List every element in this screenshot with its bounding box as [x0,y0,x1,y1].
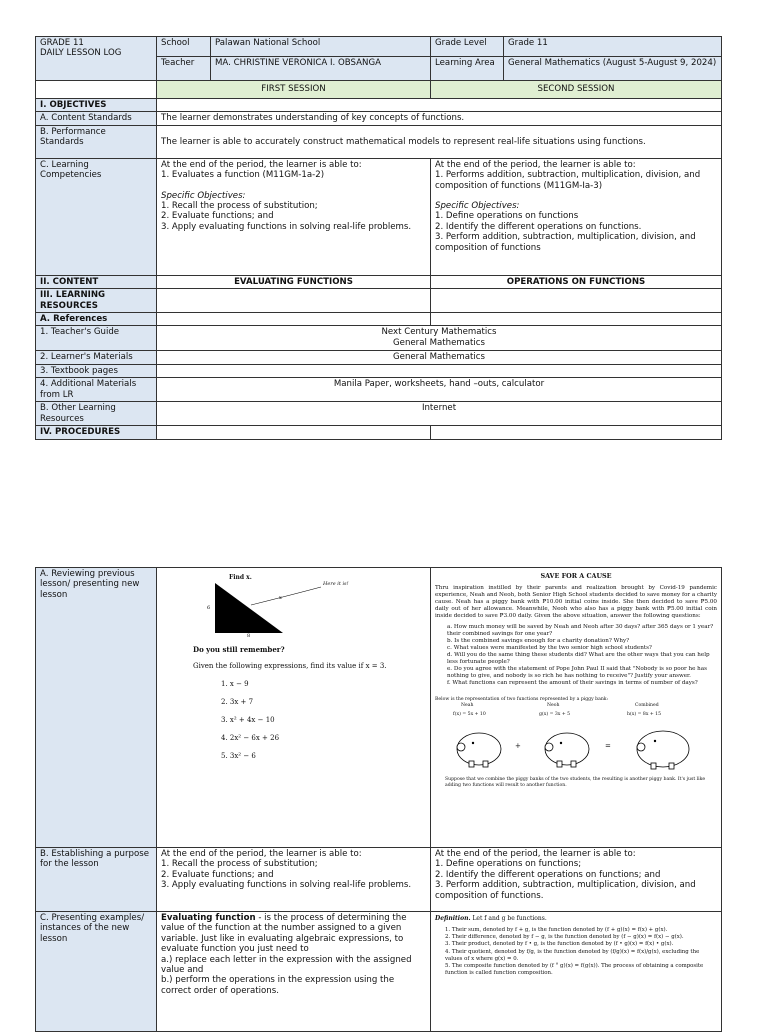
piggy-figure [435,703,717,777]
operation-composition: 5. The composite function denoted by (f ° g)(x) = f(g(x)). The process of obtaining a composite function is called function composition. [445,963,704,977]
resources-label: III. LEARNING RESOURCES [36,289,157,313]
expression-2: 2. 3x + 7 [221,697,254,706]
operation-quotient: 4. Their quotient, denoted by f/g, is the function denoted by (f/g)(x) = f(x)/g(x), excluding the values of x where g(x) = 0. [445,948,700,962]
tg-line-1: Next Century Mathematics [381,327,497,338]
second-comp-item: 1. Performs addition, subtraction, multiplication, division, and composition of functions (M11GM-Ia-3) [435,170,701,191]
school-label: School [157,37,211,57]
establishing-second [431,848,722,912]
review-activity-second [431,568,722,848]
b-first-intro: At the end of the period, the learner is able to: [161,849,362,859]
given-text: Given the following expressions, find its value if x = 3. [193,662,387,671]
procedures-table [35,567,722,1032]
other-resources-label: B. Other Learning Resources [36,402,157,426]
save-questions [435,624,717,687]
expression-list [193,675,426,765]
review-activity-first [157,568,431,848]
content-first: EVALUATING FUNCTIONS [157,275,431,288]
tri-side-label: 6 [207,605,211,611]
here-label: Here it is! [323,581,349,587]
content-second: OPERATIONS ON FUNCTIONS [431,275,722,288]
tg-line-2: General Mathematics [393,337,485,348]
save-text: Thru inspiration instilled by their parents and realization brought by Covid-19 pandemic experience, Neah and Neoh, both Senior High School students decided to save money for a charity cause. Neah has a piggy bank with ₱10.00 initial coins inside. She then decided to save ₱5.00 daily out of her allowance. Meanwhile, Neoh who also has a piggy bank with ₱5.00 initial coin inside decided to save ₱3.00 daily. Given the above situation, answer the following questions: [435,585,717,620]
textbook-label: 3. Textbook pages [36,364,157,377]
grade-value: Grade 11 [504,37,722,57]
first-session-header: FIRST SESSION [157,81,431,99]
resources-first-empty [157,289,431,313]
objectives-label: I. OBJECTIVES [36,99,157,112]
area-label: Learning Area [431,57,504,81]
procedures-first-empty [157,426,431,439]
presenting-first [157,912,431,1032]
func-h: h(x) = 8x + 15 [627,712,662,718]
presenting-label: C. Presenting examples/ instances of the new lesson [36,912,157,1032]
func-g: g(x) = 3x + 5 [539,712,571,718]
resources-second-empty [431,289,722,313]
references-second-empty [431,313,722,326]
expression-4: 4. 2x² − 6x + 26 [221,733,280,742]
grade-label: Grade Level [431,37,504,57]
b-first-obj-1: 1. Recall the process of substitution; [161,859,318,870]
save-q-e: e. Do you agree with the statement of Pope John Paul II said that "Nobody is so poor he has nothing to give, and nobody is so rich he has nothing to receive"? Justify your answer. [447,666,707,680]
b-first-obj-2: 2. Evaluate functions; and [161,869,274,880]
equals-sign: = [605,742,611,751]
first-competencies [157,158,431,275]
first-obj-3: 3. Apply evaluating functions in solving real-life problems. [161,221,412,232]
other-resources-value: Internet [157,402,722,426]
second-competencies [431,158,722,275]
second-obj-1: 1. Define operations on functions [435,211,579,222]
find-x-figure [161,569,426,639]
log-title-cell [36,37,157,81]
rep-line: Below is the representation of two functions represented by a piggy bank: [435,697,609,703]
content-standards-value: The learner demonstrates understanding of key concepts of functions. [157,112,722,125]
learners-materials-value: General Mathematics [157,351,722,364]
b-first-obj-3: 3. Apply evaluating functions in solving real-life problems. [161,880,412,891]
b-second-obj-2: 2. Identify the different operations on functions; and [435,869,661,880]
b-second-obj-1: 1. Define operations on functions; [435,859,582,870]
func-f: f(x) = 5x + 10 [453,712,486,718]
textbook-empty [157,364,722,377]
save-q-c: c. What values were manifested by the two senior high school students? [447,645,652,652]
lesson-log-table [35,36,722,440]
teachers-guide-label: 1. Teacher's Guide [36,326,157,351]
additional-value: Manila Paper, worksheets, hand –outs, calculator [157,378,722,402]
teacher-label: Teacher [157,57,211,81]
expression-3: 3. x² + 4x − 10 [221,715,275,724]
references-first-empty [157,313,431,326]
suppose-text: Suppose that we combine the piggy banks of the two students, the resulting is another piggy bank. It's just like adding two functions will result to another function. [445,777,706,789]
pig-name-1: Neah [461,703,474,709]
b-second-intro: At the end of the period, the learner is able to: [435,849,636,859]
area-value: General Mathematics (August 5-August 9, 2024) [504,57,722,81]
second-obj-3: 3. Perform addition, subtraction, multiplication, division, and composition of functions [435,232,696,253]
second-comp-intro: At the end of the period, the learner is able to: [435,159,636,170]
first-comp-intro: At the end of the period, the learner is able to: [161,159,362,170]
learners-materials-label: 2. Learner's Materials [36,351,157,364]
school-value: Palawan National School [211,37,431,57]
log-title: DAILY LESSON LOG [40,48,122,59]
first-obj-2: 2. Evaluate functions; and [161,211,274,222]
establishing-first [157,848,431,912]
performance-label: B. Performance Standards [36,125,157,158]
remember-heading: Do you still remember? [193,645,285,654]
teachers-guide-value [157,326,722,351]
objectives-empty [157,99,722,112]
content-label: II. CONTENT [36,275,157,288]
evaluating-definition: Evaluating function - is the process of determining the value of the function at the number assigned to a given variable. Just like in evaluating algebraic expressions, to evaluate function you just need to [161,913,407,955]
operations-definition: Definition. Let f and g be functions. [435,915,547,922]
save-q-d: d. Will you do the same thing these students did? What are the other ways that you can help less fortunate people? [447,652,710,666]
first-obj-1: 1. Recall the process of substitution; [161,201,318,212]
second-session-header: SECOND SESSION [431,81,722,99]
establishing-label: B. Establishing a purpose for the lesson [36,848,157,912]
evaluating-step-a: a.) replace each letter in the expression with the assigned value and [161,954,412,976]
competencies-label: C. Learning Competencies [36,158,157,275]
evaluating-step-b: b.) perform the operations in the expression using the correct order of operations. [161,975,395,996]
pig-name-3: Combined [635,703,659,709]
expression-5: 5. 3x² − 6 [221,751,256,760]
pig-name-2: Neoh [547,703,560,709]
content-standards-label: A. Content Standards [36,112,157,125]
operation-product: 3. Their product, denoted by f • g, is the function denoted by (f • g)(x) = f(x) • g(x). [445,941,674,948]
save-q-b: b. Is the combined savings enough for a charity donation? Why? [447,638,630,645]
first-comp-item: 1. Evaluates a function (M11GM-1a-2) [161,170,325,181]
reviewing-label: A. Reviewing previous lesson/ presenting new lesson [36,568,157,848]
operations-list [435,927,717,977]
second-spec-heading: Specific Objectives: [435,201,520,212]
find-x-label: Find x. [229,574,252,581]
plus-sign: + [515,742,521,751]
tri-base-label: 8 [247,633,251,639]
blank-cell [36,81,157,99]
save-q-a: a. How much money will be saved by Neah and Neoh after 30 days? after 365 days or 1 year? their combined savings for one year? [447,624,714,638]
procedures-label: IV. PROCEDURES [36,426,157,439]
b-second-obj-3: 3. Perform addition, subtraction, multiplication, division, and composition of functions. [435,880,696,901]
first-spec-heading: Specific Objectives: [161,190,246,201]
second-obj-2: 2. Identify the different operations on functions. [435,221,642,232]
save-q-f: f. What functions can represent the amount of their savings in terms of number of days? [447,680,698,687]
save-title: SAVE FOR A CAUSE [540,572,612,580]
piggy-banks-illustration [449,725,699,773]
performance-value: The learner is able to accurately construct mathematical models to represent real-life situations using functions. [157,125,722,158]
procedures-second-empty [431,426,722,439]
presenting-second [431,912,722,1032]
operation-difference: 2. Their difference, denoted by f − g, is the function denoted by (f − g)(x) = f(x) − g(x). [445,934,684,941]
grade-title: GRADE 11 [40,38,84,48]
teacher-value: MA. CHRISTINE VERONICA I. OBSANGA [211,57,431,81]
tri-x-label: x [279,595,282,601]
expression-1: 1. x − 9 [221,679,249,688]
additional-label: 4. Additional Materials from LR [36,378,157,402]
references-label: A. References [36,313,157,326]
operation-sum: 1. Their sum, denoted by f + g, is the function denoted by (f + g)(x) = f(x) + g(x). [445,927,668,933]
